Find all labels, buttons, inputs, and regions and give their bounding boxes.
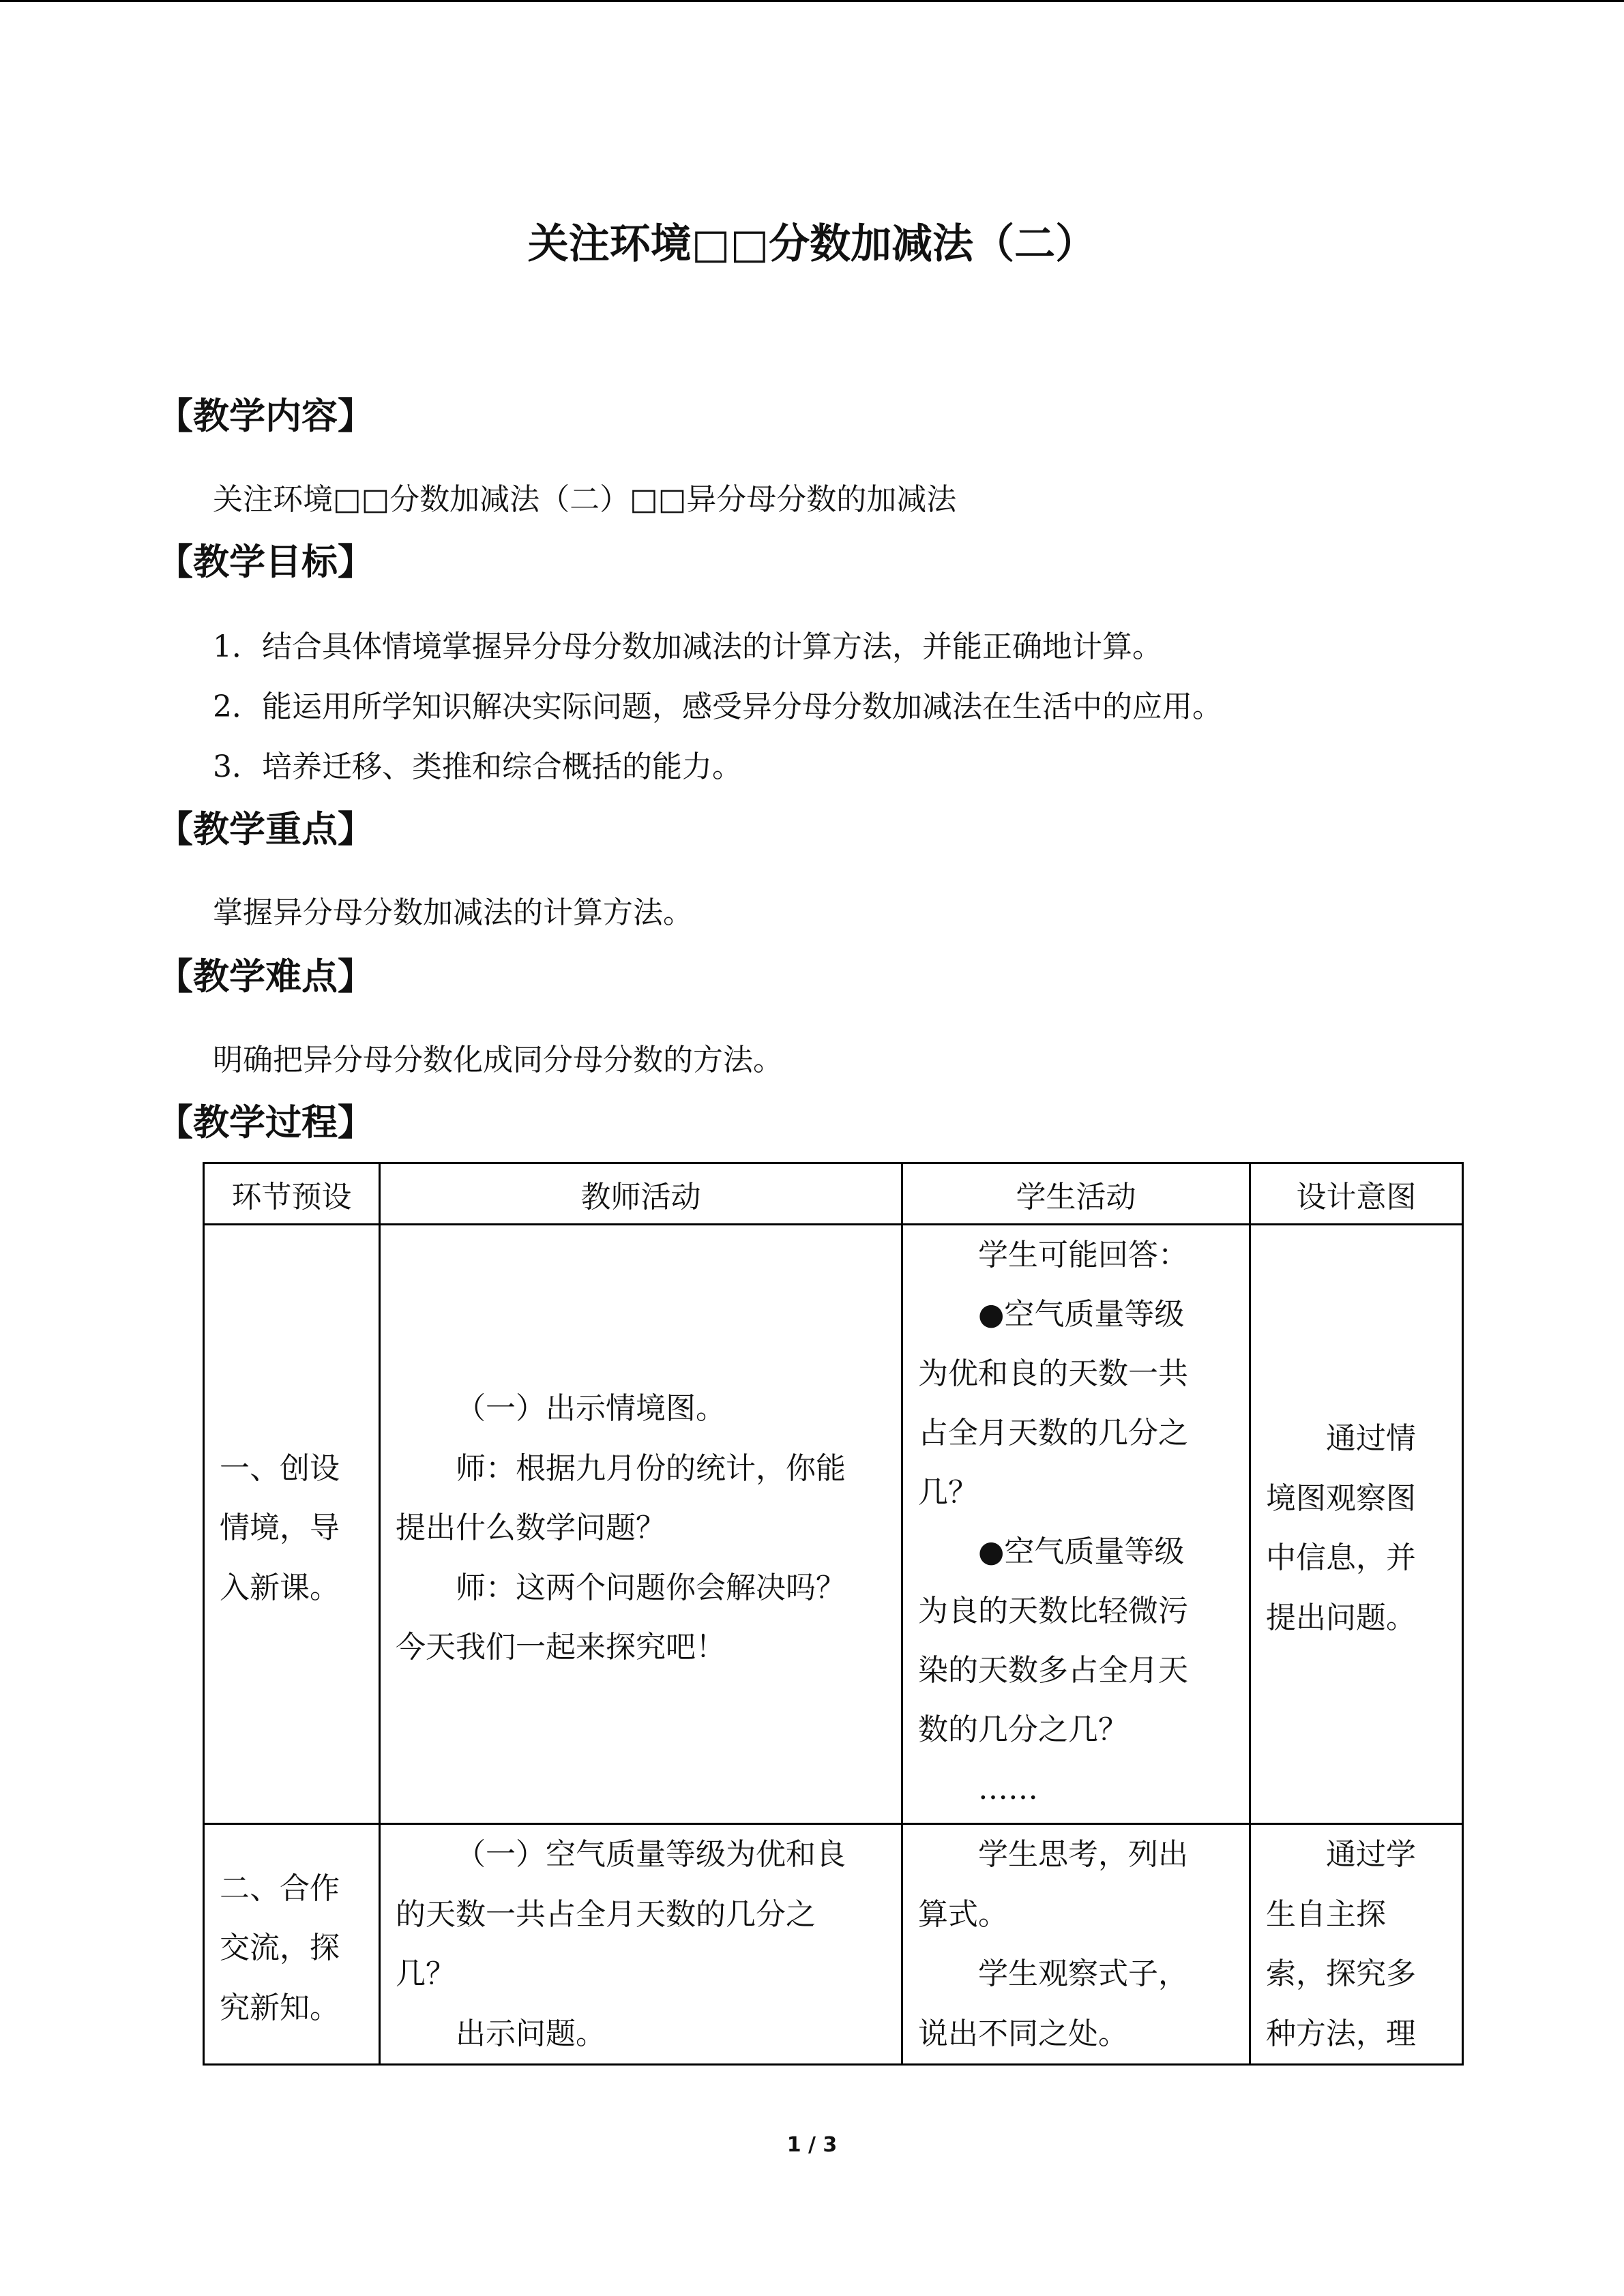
difficulties-text: 明确把异分母分数化成同分母分数的方法。 (213, 1043, 783, 1077)
goal-item-1: 1．结合具体情境掌握异分母分数加减法的计算方法，并能正确地计算。 (213, 629, 1162, 664)
teacher-line: 今天我们一起来探究吧！ (396, 1630, 726, 1665)
stage-cell (204, 1824, 380, 2065)
intent-line: 生自主探 (1266, 1896, 1386, 1932)
student-line: ●空气质量等级 (978, 1297, 1185, 1332)
heading-content: 【教学内容】 (157, 396, 374, 437)
intent-line: 通过情 (1326, 1421, 1416, 1456)
stage-line: 一、创设 (220, 1450, 340, 1486)
student-line: 数的几分之几？ (918, 1712, 1128, 1747)
table-row (204, 1225, 1463, 1824)
student-line: 学生可能回答： (978, 1238, 1188, 1272)
intent-cell (1250, 1824, 1463, 2065)
student-line: …… (978, 1772, 1038, 1806)
teacher-line: 几？ (396, 1956, 456, 1991)
page-number: 1 / 3 (786, 2133, 838, 2157)
teacher-line: 提出什么数学问题？ (396, 1510, 666, 1546)
student-line: 几？ (918, 1475, 978, 1510)
student-line: 学生观察式子， (978, 1956, 1188, 1991)
student-line: 算式。 (918, 1896, 1008, 1932)
stage-line: 二、合作 (220, 1870, 340, 1906)
page-title: 关注环境□□分数加减法（二） (527, 220, 1097, 268)
key-points-text: 掌握异分母分数加减法的计算方法。 (213, 895, 693, 930)
teacher-cell (380, 1225, 902, 1824)
student-line: 为良的天数比轻微污 (918, 1594, 1188, 1628)
intent-line: 提出问题。 (1266, 1600, 1416, 1635)
intent-cell (1250, 1225, 1463, 1824)
header-intent: 设计意图 (1250, 1163, 1463, 1225)
process-table (203, 1162, 1464, 2066)
student-line: ●空气质量等级 (978, 1534, 1185, 1569)
top-border-line (0, 0, 1624, 2)
teacher-line: 师：根据九月份的统计，你能 (456, 1450, 846, 1486)
stage-line: 交流，探 (220, 1930, 340, 1966)
teacher-line: 师：这两个问题你会解决吗？ (456, 1570, 846, 1605)
goal-item-3: 3．培养迁移、类推和综合概括的能力。 (213, 749, 742, 784)
stage-line: 情境，导 (220, 1510, 340, 1546)
student-line: 说出不同之处。 (918, 2016, 1128, 2051)
heading-goals: 【教学目标】 (157, 541, 374, 583)
teacher-line: （一）出示情境图。 (456, 1391, 726, 1427)
table-header-row (204, 1163, 1463, 1225)
content-text: 关注环境□□分数加减法（二）□□异分母分数的加减法 (213, 482, 957, 517)
student-line: 占全月天数的几分之 (918, 1416, 1188, 1450)
student-line: 为优和良的天数一共 (918, 1356, 1188, 1391)
teacher-line: 出示问题。 (456, 2016, 606, 2051)
goal-item-2: 2．能运用所学知识解决实际问题，感受异分母分数加减法在生活中的应用。 (213, 689, 1222, 724)
teacher-line: 的天数一共占全月天数的几分之 (396, 1896, 816, 1932)
student-line: 学生思考，列出 (978, 1837, 1188, 1872)
heading-process: 【教学过程】 (157, 1102, 374, 1144)
intent-line: 通过学 (1326, 1837, 1416, 1872)
intent-line: 索，探究多 (1266, 1956, 1416, 1991)
heading-difficulties: 【教学难点】 (157, 956, 374, 998)
student-line: 染的天数多占全月天 (918, 1653, 1188, 1688)
header-student: 学生活动 (902, 1163, 1250, 1225)
header-teacher: 教师活动 (380, 1163, 902, 1225)
student-cell (902, 1824, 1250, 2065)
header-stage: 环节预设 (204, 1163, 380, 1225)
teacher-line: （一）空气质量等级为优和良 (456, 1837, 846, 1872)
table-row (204, 1824, 1463, 2065)
teacher-cell (380, 1824, 902, 2065)
intent-line: 境图观察图 (1266, 1480, 1416, 1516)
heading-key-points: 【教学重点】 (157, 809, 374, 850)
intent-line: 种方法，理 (1266, 2016, 1416, 2051)
stage-line: 究新知。 (220, 1990, 340, 2025)
intent-line: 中信息，并 (1266, 1540, 1416, 1575)
student-cell (902, 1225, 1250, 1824)
stage-line: 入新课。 (220, 1570, 340, 1605)
stage-cell (204, 1225, 380, 1824)
